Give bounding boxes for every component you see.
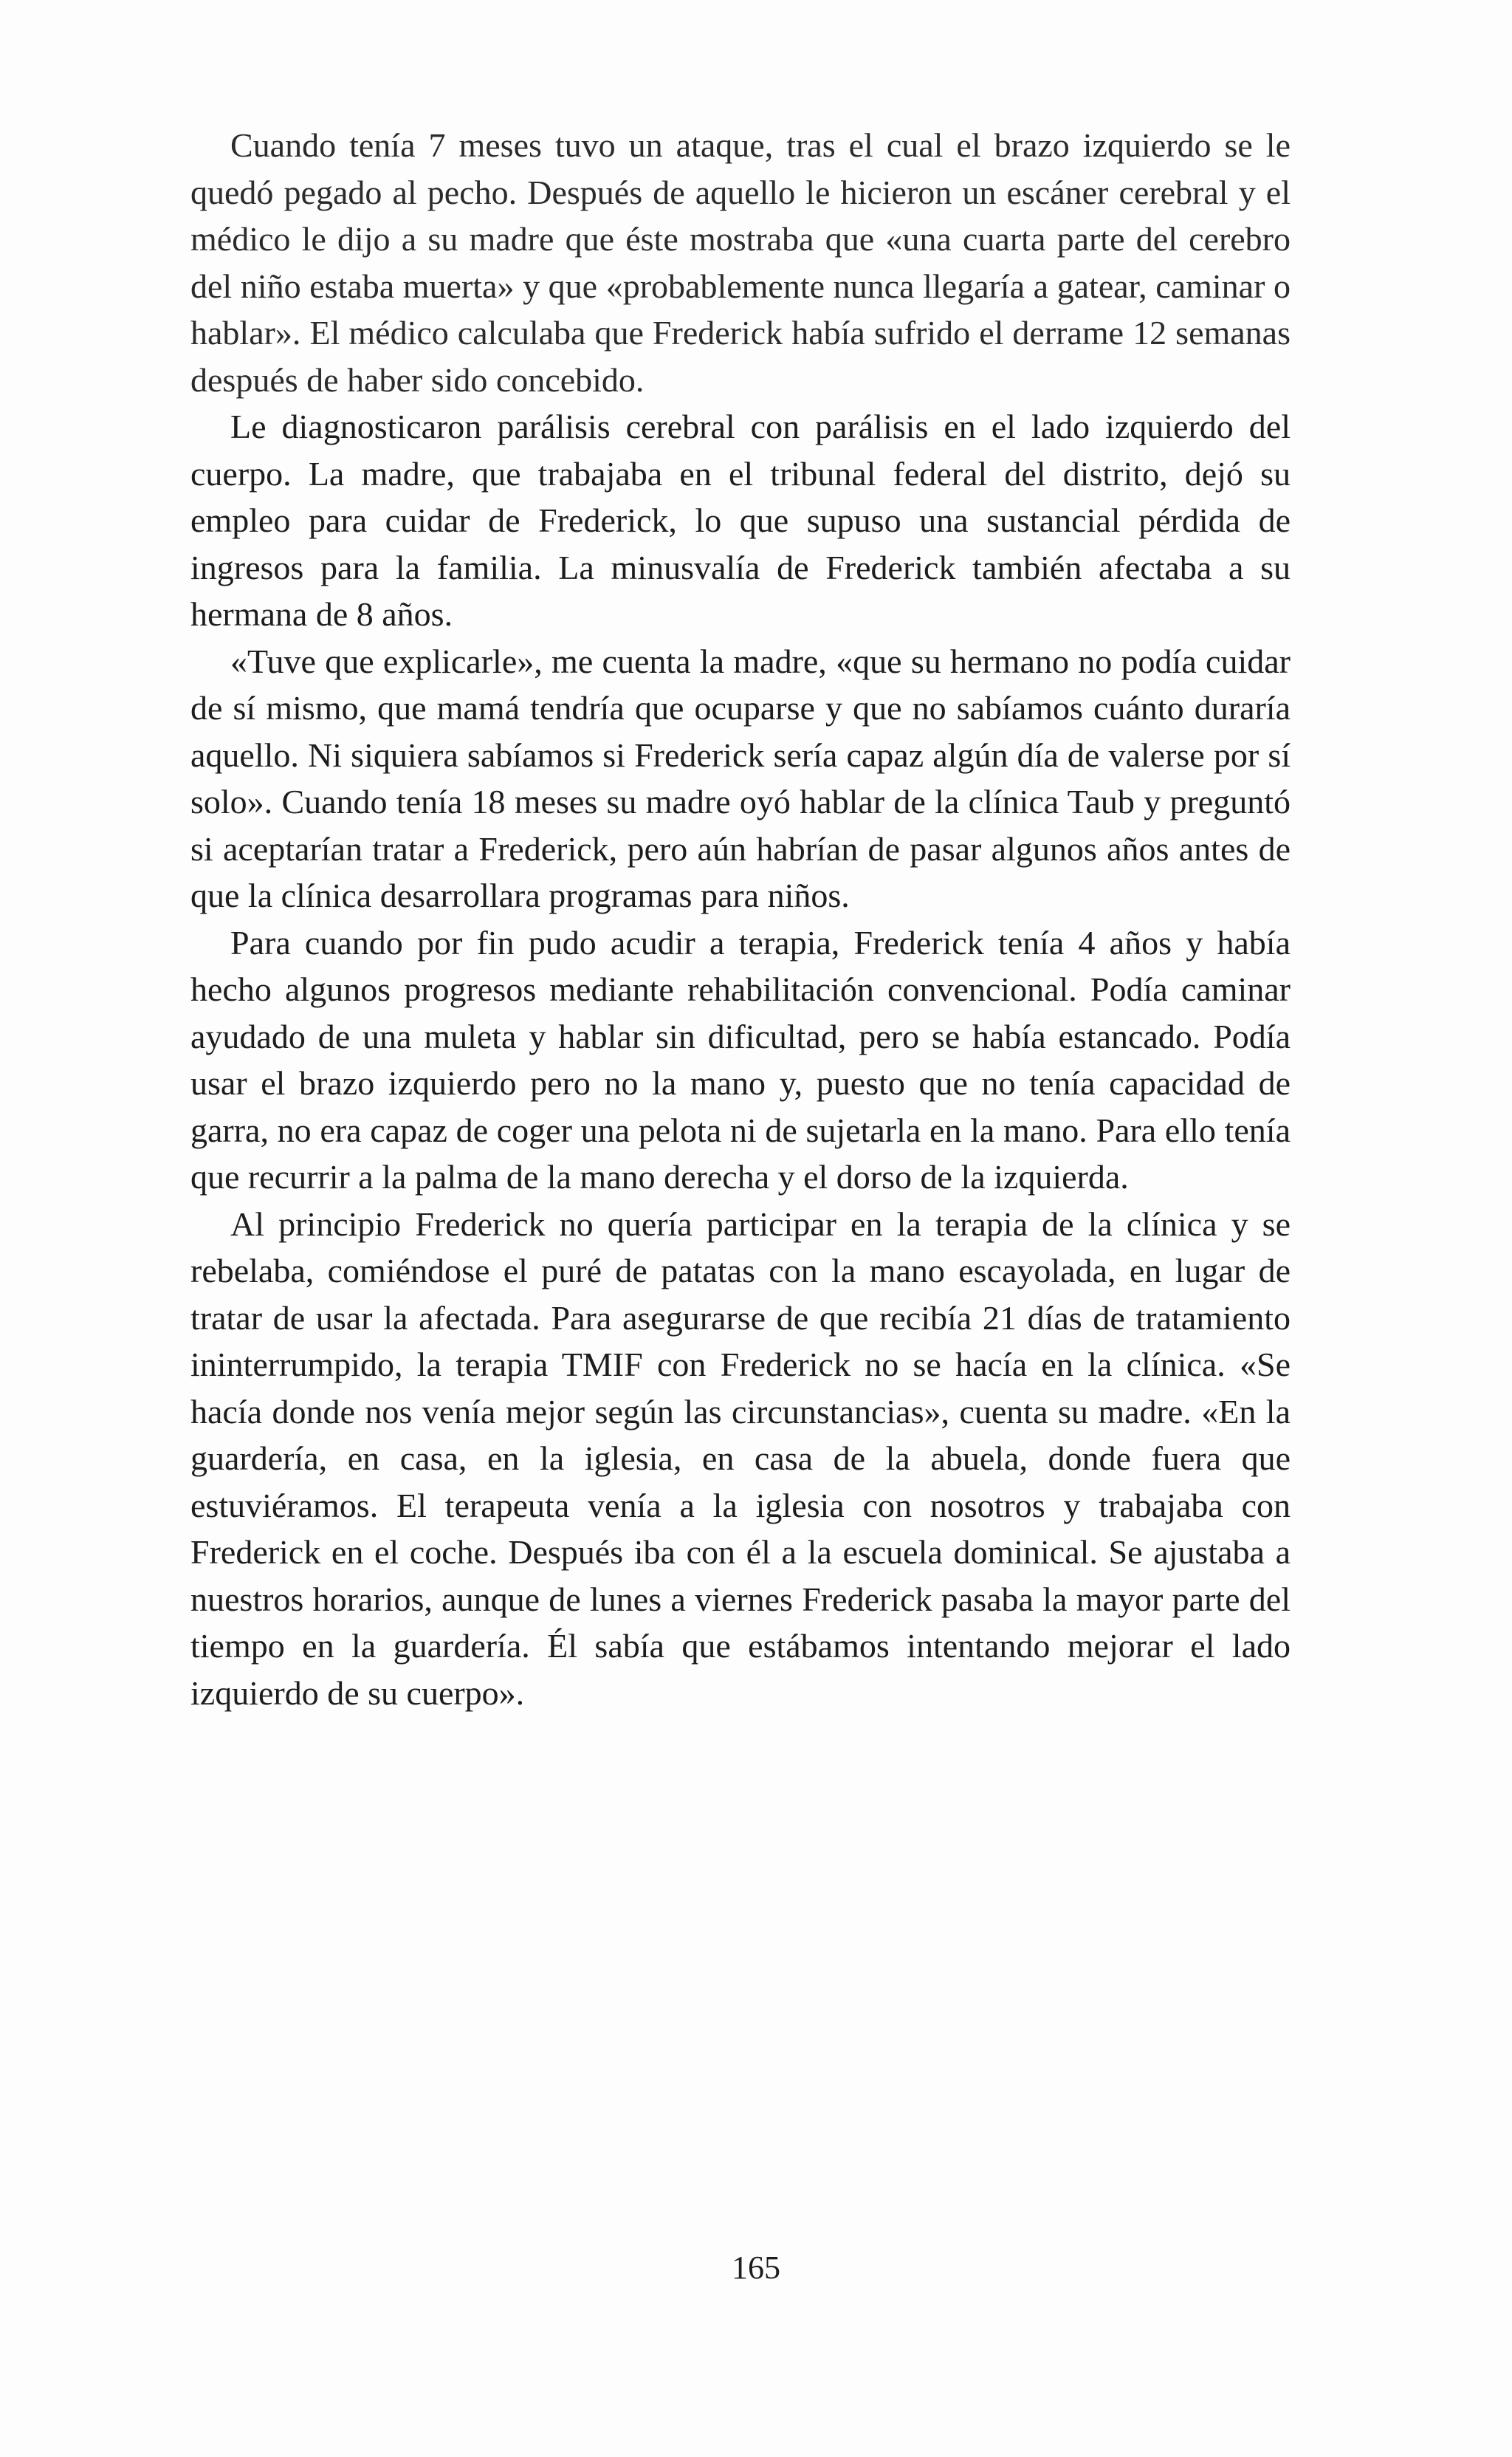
paragraph-2: Le diagnosticaron parálisis cerebral con parálisis en el lado izquierdo del cuerpo. La madre, que trabajaba en el tribunal federal del distrito, dejó su empleo para cuidar de Frederick, lo que supuso una sustancial pérdida de ingresos para la familia. La minusvalía de Frederick también afectaba a su hermana de 8 años.	[190, 408, 1291, 633]
page-number: 165	[732, 2249, 780, 2286]
paragraph-4: Para cuando por fin pudo acudir a terapia, Frederick tenía 4 años y había hecho algunos progresos mediante rehabilitación convencional. Podía caminar ayudado de una muleta y hablar sin dificultad, pero se había estancado. Podía usar el brazo izquierdo pero no la mano y, puesto que no tenía capacidad de garra, no era capaz de coger una pelota ni de sujetarla en la mano. Para ello tenía que recurrir a la palma de la mano derecha y el dorso de la izquierda.	[190, 923, 1291, 1196]
paragraph-1: Cuando tenía 7 meses tuvo un ataque, tras el cual el brazo izquierdo se le quedó pegado al pecho. Después de aquello le hicieron un escáner cerebral y el médico le dijo a su madre que éste mostraba que «una cuarta parte del cerebro del niño estaba muerta» y que «probablemente nunca llegaría a gatear, caminar o hablar». El médico calculaba que Frederick había sufrido el derrame 12 semanas después de haber sido concebido.	[190, 126, 1291, 399]
paragraph-3: «Tuve que explicarle», me cuenta la madre, «que su hermano no podía cuidar de sí mismo, que mamá tendría que ocuparse y que no sabíamos cuánto duraría aquello. Ni siquiera sabíamos si Frederick sería capaz algún día de valerse por sí solo». Cuando tenía 18 meses su madre oyó hablar de la clínica Taub y preguntó si aceptarían tratar a Frederick, pero aún habrían de pasar algunos años antes de que la clínica desarrollara programas para niños.	[190, 642, 1291, 914]
body-text	[190, 122, 1291, 1716]
paragraph-5: Al principio Frederick no quería participar en la terapia de la clínica y se rebelaba, comiéndose el puré de patatas con la mano escayolada, en lugar de tratar de usar la afectada. Para asegurarse de que recibía 21 días de tratamiento ininterrumpido, la terapia TMIF con Frederick no se hacía en la clínica. «Se hacía donde nos venía mejor según las circunstancias», cuenta su madre. «En la guardería, en casa, en la iglesia, en casa de la abuela, donde fuera que estuviéramos. El terapeuta venía a la iglesia con nosotros y trabajaba con Frederick en el coche. Después iba con él a la escuela dominical. Se ajustaba a nuestros horarios, aunque de lunes a viernes Frederick pasaba la mayor parte del tiempo en la guardería. Él sabía que estábamos intentando mejorar el lado izquierdo de su cuerpo».	[190, 1204, 1291, 1712]
